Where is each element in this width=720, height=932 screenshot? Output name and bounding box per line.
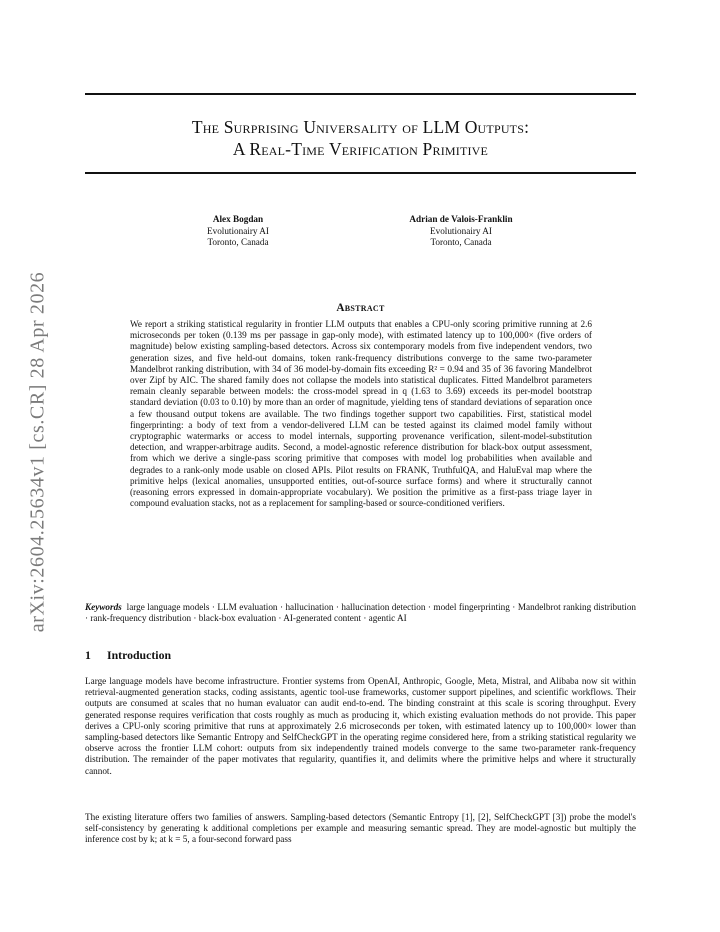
author-affiliation: Evolutionairy AI — [206, 225, 269, 236]
title-line-2: A Real-Time Verification Primitive — [232, 139, 489, 159]
title-top-rule — [85, 93, 636, 95]
keywords — [85, 602, 636, 624]
paragraph: Large language models have become infrastructure. Frontier systems from OpenAI, Anthropic, Google, Meta, Mistral, and Alibaba now sit within retrieval-augmented generation stacks, coding assistants, agentic tool-use frameworks, customer support pipelines, and scientific workflows. Their outputs are consumed at scales that no human evaluator can audit end-to-end. The binding constraint at this scale is scoring throughput. Every generated response requires verification that costs roughly as much as producing it, which existing evaluation methods do not provide. This paper derives a CPU-only scoring primitive that runs at approximately 2.6 microseconds per token, with estimated latency up to 100,000× lower than sampling-based detectors like Semantic Entropy and SelfCheckGPT in the operating regime considered here, from a striking statistical regularity we observe across the frontier LLM cohort: outputs from six independently trained models converge to the same two-parameter rank-frequency distribution. The remainder of the paper motivates that regularity, quantifies it, and delimits where the primitive helps and where it structurally cannot. — [85, 676, 636, 776]
abstract-heading: Abstract — [336, 302, 385, 314]
author-location: Toronto, Canada — [207, 237, 269, 247]
author-name: Adrian de Valois-Franklin — [409, 214, 513, 224]
paragraph: The existing literature offers two families of answers. Sampling-based detectors (Semantic Entropy [1], [2], SelfCheckGPT [3]) probe the model's self-consistency by generating k additional completions per example and measuring semantic spread. They are model-agnostic but multiply the inference cost by k; at k = 5, a four-second forward pass — [85, 812, 636, 845]
keywords-label: Keywords — [85, 602, 122, 612]
title-line-1: The Surprising Universality of LLM Outputs: — [191, 117, 530, 137]
keywords-text: large language models · LLM evaluation · hallucination · hallucination detection · model fingerprinting · Mandelbrot ranking distribution · rank-frequency distribution · black-box evaluation · AI-generated content · agentic AI — [85, 602, 637, 624]
section-heading — [85, 648, 171, 663]
abstract-text: We report a striking statistical regularity in frontier LLM outputs that enables a CPU-only scoring primitive running at 2.6 microseconds per token (0.139 ms per passage in gap-only mode), with estimated latency up to 100,000× (five orders of magnitude) below existing sampling-based detectors. Across six contemporary models from five independent vendors, two generation sizes, and five held-out domains, token rank-frequency distributions converge to the same two-parameter Mandelbrot ranking distribution, with 34 of 36 model-by-domain fits exceeding R² = 0.94 and 35 of 36 favoring Mandelbrot over Zipf by AIC. The shared family does not collapse the models into statistical duplicates. Fitted Mandelbrot parameters remain cleanly separable between models: the cross-model spread in q (1.63 to 3.69) exceeds its per-model bootstrap standard deviation (0.03 to 0.10) by more than an order of magnitude, yielding tens of standard deviations of separation once a few thousand output tokens are available. The two findings together support two capabilities. First, statistical model fingerprinting: a body of text from a vendor-delivered LLM can be tested against its claimed model family without cryptographic watermarks or access to model internals, supporting provenance verification, silent-model-substitution detection, and wrapper-arbitrage audits. Second, a model-agnostic reference distribution for black-box output assessment, from which we derive a single-pass scoring primitive that composes with model log probabilities when available and degrades to a rank-only mode usable on closed APIs. Pilot results on FRANK, TruthfulQA, and HaluEval map where the primitive helps (lexical anomalies, unsupported entities, out-of-source surface forms) and where it structurally cannot (reasoning errors expressed in domain-appropriate vocabulary). We position the primitive as a first-pass triage layer in compound evaluation stacks, not as a replacement for sampling-based or source-conditioned verifiers. — [130, 319, 592, 509]
title-bottom-rule — [85, 172, 636, 174]
author-block-1 — [128, 214, 348, 249]
section-number: 1 — [85, 648, 91, 662]
paper-title — [85, 116, 636, 160]
author-location: Toronto, Canada — [430, 237, 492, 247]
author-name: Alex Bogdan — [212, 214, 264, 224]
author-block-2 — [351, 214, 571, 249]
section-title: Introduction — [107, 648, 172, 662]
author-affiliation: Evolutionairy AI — [429, 225, 492, 236]
arxiv-stamp: arXiv:2604.25634v1 [cs.CR] 28 Apr 2026 — [26, 271, 49, 633]
